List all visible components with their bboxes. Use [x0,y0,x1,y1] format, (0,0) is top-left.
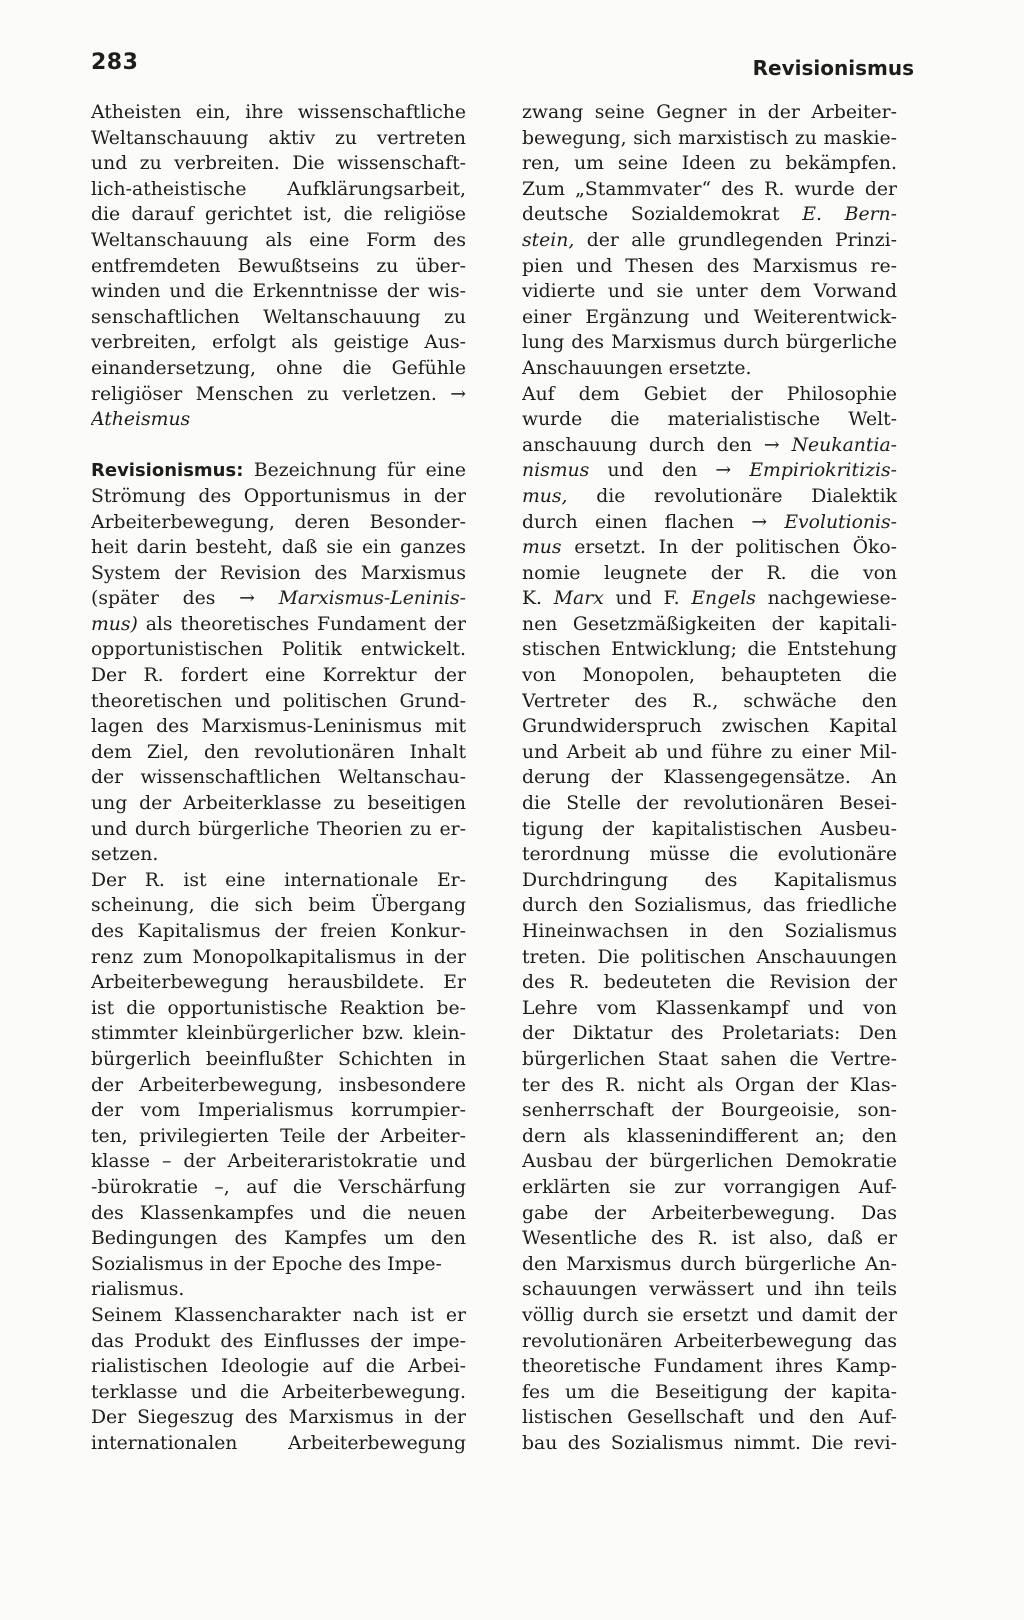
text-line: und Arbeit ab und führe zu einer Mil- [522,741,897,763]
text-line: die Stelle der revolutionären Besei- [522,793,897,815]
text-line: nen Gesetzmäßigkeiten der kapitali- [522,613,897,635]
text-line: einer Ergänzung und Weiterentwick- [522,306,897,328]
text-line: des Klassenkampfes und die neuen [91,1202,466,1224]
running-head: Revisionismus [752,56,914,80]
text-line: religiöser Menschen zu verletzen. → [91,383,466,405]
text-line: der vom Imperialismus korrumpier- [91,1100,466,1122]
text-line: opportunistischen Politik entwickelt. [91,639,466,661]
left-column [91,100,466,1456]
text-line: Atheisten ein, ihre wissenschaftliche [91,102,466,123]
text-line: und durch bürgerliche Theorien zu er- [91,818,466,840]
text-line: erklärten sie zur vorrangigen Auf- [522,1176,897,1198]
text-line: der Diktatur des Proletariats: Den [522,1023,897,1045]
text-line: Atheismus [91,409,191,431]
text-line: Strömung des Opportunismus in der [91,485,466,507]
text-line: des R. bedeuteten die Revision der [522,972,897,994]
text-line: theoretischen und politischen Grund- [91,690,466,712]
right-column [522,100,897,1456]
text-line: setzen. [91,844,159,866]
text-line: ten, privilegierten Teile der Arbeiter- [91,1125,466,1147]
text-line: nomie leugnete der R. die von [522,562,897,584]
text-line: lung des Marxismus durch bürgerliche [522,332,897,354]
text-line: ung der Arbeiterklasse zu beseitigen [91,793,466,815]
text-line: Sozialismus in der Epoche des Impe- [91,1253,442,1275]
text-line: -bürokratie –, auf die Verschärfung [91,1176,466,1198]
text-line: gabe der Arbeiterbewegung. Das [522,1202,897,1224]
text-line: (später des → Marxismus-Leninis- [91,588,466,610]
text-line: Weltanschauung aktiv zu vertreten [91,127,466,149]
text-line: Lehre vom Klassenkampf und von [522,997,897,1019]
text-line: revolutionären Arbeiterbewegung das [522,1330,897,1352]
text-line: winden und die Erkenntnisse der wis- [91,281,466,303]
text-line: die darauf gerichtet ist, die religiöse [91,204,466,226]
text-line: K. Marx und F. Engels nachgewiese- [522,588,897,610]
text-line: stimmter kleinbürgerlicher bzw. klein- [91,1023,466,1045]
text-line: den Marxismus durch bürgerliche An- [522,1253,897,1275]
text-line: Weltanschauung als eine Form des [91,229,466,251]
text-line: bau des Sozialismus nimmt. Die revi- [522,1432,897,1454]
text-line: Arbeiterbewegung herausbildete. Er [91,972,466,994]
text-line: Arbeiterbewegung, deren Besonder- [91,511,466,533]
text-line: schauungen verwässert und ihn teils [522,1279,897,1301]
text-line: deutsche Sozialdemokrat E. Bern- [522,204,897,226]
text-line: wurde die materialistische Welt- [522,409,897,431]
text-line: Vertreter des R., schwäche den [522,690,897,712]
text-line: Revisionismus: Bezeichnung für eine [91,460,466,482]
text-line: mus ersetzt. In der politischen Öko- [522,537,897,559]
text-line: Zum „Stammvater“ des R. wurde der [522,178,897,200]
text-line: Seinem Klassencharakter nach ist er [91,1304,466,1326]
text-line: renz zum Monopolkapitalismus in der [91,946,466,968]
text-line: von Monopolen, behaupteten die [522,665,897,687]
text-line: listischen Gesellschaft und den Auf- [522,1407,897,1429]
text-line: dern als klassenindifferent an; den [522,1125,897,1147]
text-line: durch einen flachen → Evolutionis- [522,511,897,533]
text-line: völlig durch sie ersetzt und damit der [522,1304,897,1326]
text-line: Durchdringung des Kapitalismus [522,869,897,891]
text-line: anschauung durch den → Neukantia- [522,434,897,456]
page-number: 283 [91,50,139,75]
text-line: ter des R. nicht als Organ der Klas- [522,1074,897,1096]
text-line: nismus und den → Empiriokritizis- [522,460,897,482]
text-line: bewegung, sich marxistisch zu maskie- [522,127,897,149]
text-line: rialistischen Ideologie auf die Arbei- [91,1356,466,1378]
text-line: stein, der alle grundlegenden Prinzi- [522,229,897,251]
text-line: lagen des Marxismus-Leninismus mit [91,716,466,738]
text-line: lich-atheistische Aufklärungsarbeit, [91,178,466,200]
text-line: treten. Die politischen Anschauungen [522,946,897,968]
text-line: rialismus. [91,1279,185,1301]
text-line: senschaftlichen Weltanschauung zu [91,306,466,328]
text-line: Der R. ist eine internationale Er- [91,869,466,891]
text-line: Auf dem Gebiet der Philosophie [522,383,897,405]
text-line: bürgerlich beeinflußter Schichten in [91,1048,466,1070]
text-line: und zu verbreiten. Die wissenschaft- [91,153,466,175]
text-line: verbreiten, erfolgt als geistige Aus- [91,332,466,354]
text-line: theoretische Fundament ihres Kamp- [522,1356,897,1378]
text-line: des Kapitalismus der freien Konkur- [91,921,466,942]
text-line: Ausbau der bürgerlichen Demokratie [522,1151,897,1173]
text-line: heit darin besteht, daß sie ein ganzes [91,537,466,559]
text-line: stischen Entwicklung; die Entstehung [522,639,897,661]
text-line: scheinung, die sich beim Übergang [91,895,466,917]
text-line: klasse – der Arbeiteraristokratie und [91,1151,466,1173]
text-line: senherrschaft der Bourgeoisie, son- [522,1100,897,1122]
text-line: mus) als theoretisches Fundament der [91,613,466,635]
text-line: vidierte und sie unter dem Vorwand [522,281,897,303]
text-line: mus, die revolutionäre Dialektik [522,485,897,507]
text-line: Der R. fordert eine Korrektur der [91,665,466,687]
text-line: Grundwiderspruch zwischen Kapital [522,716,897,738]
text-line: bürgerlichen Staat sahen die Vertre- [522,1048,897,1070]
text-line: zwang seine Gegner in der Arbeiter- [522,102,897,123]
text-line: fes um die Beseitigung der kapita- [522,1381,897,1403]
text-line: internationalen Arbeiterbewegung [91,1432,466,1454]
text-line: Bedingungen des Kampfes um den [91,1228,466,1250]
text-line: tigung der kapitalistischen Ausbeu- [522,818,897,840]
text-line: Der Siegeszug des Marxismus in der [91,1407,466,1429]
text-line: dem Ziel, den revolutionären Inhalt [91,741,466,763]
text-line: System der Revision des Marxismus [91,562,466,584]
text-line: das Produkt des Einflusses der impe- [91,1330,466,1352]
text-line: der Arbeiterbewegung, insbesondere [91,1074,466,1096]
text-line: ist die opportunistische Reaktion be- [91,997,466,1019]
text-line: pien und Thesen des Marxismus re- [522,255,897,277]
text-line: durch den Sozialismus, das friedliche [522,895,897,917]
text-line: terordnung müsse die evolutionäre [522,844,897,866]
paragraph-gap [91,433,466,459]
text-line: einandersetzung, ohne die Gefühle [91,357,466,379]
text-line: Hineinwachsen in den Sozialismus [522,921,897,942]
text-line: derung der Klassengegensätze. An [522,767,897,789]
text-line: terklasse und die Arbeiterbewegung. [91,1381,466,1403]
text-line: entfremdeten Bewußtseins zu über- [91,255,466,277]
text-line: Anschauungen ersetzte. [522,357,752,379]
text-line: Wesentliche des R. ist also, daß er [522,1228,897,1250]
text-line: der wissenschaftlichen Weltanschau- [91,767,466,789]
text-line: ren, um seine Ideen zu bekämpfen. [522,153,897,175]
